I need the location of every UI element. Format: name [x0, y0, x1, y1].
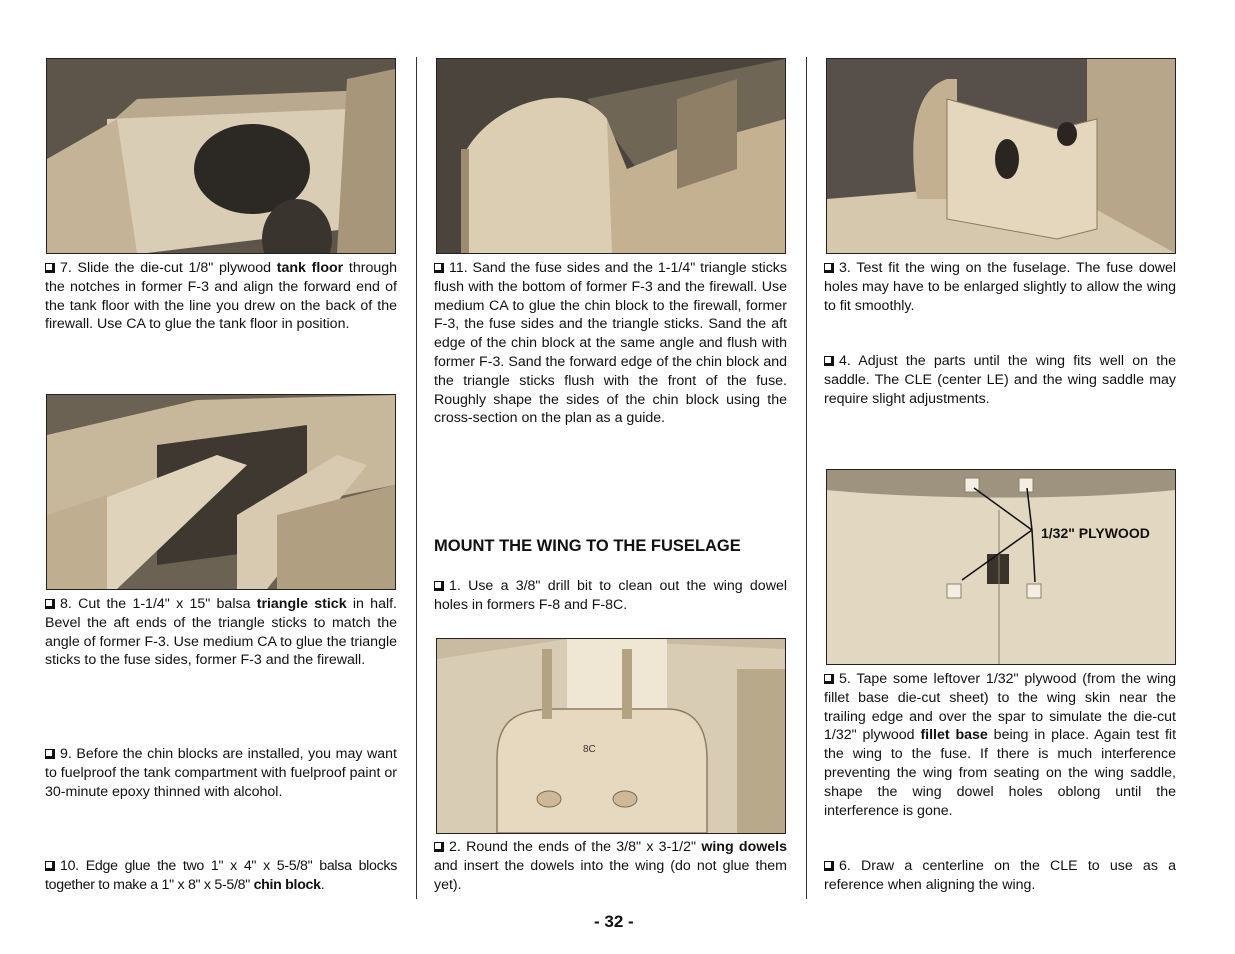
step-5: 5. Tape some leftover 1/32" plywood (from the wing fillet base die-cut sheet) to the wing skin near the trailing edge and over the spar to simulate the die-cut 1/32" plywood fillet base being in place. Again test fit the wing to the fuse. If there is much interference preventing the wing from seating on the wing saddle, shape the wing dowel holes oblong until the interference is gone.: [824, 671, 1177, 819]
checkbox-icon[interactable]: [45, 749, 55, 759]
former-label: 8C: [583, 744, 596, 755]
column-divider-left: [416, 57, 417, 899]
checkbox-icon[interactable]: [45, 263, 55, 273]
photo-chin-block: [436, 58, 786, 254]
checkbox-icon[interactable]: [824, 861, 834, 871]
step-3: 3. Test fit the wing on the fuselage. The fuse dowel holes may have to be enlarged slightly to allow the wing to fit smoothly.: [824, 260, 1176, 314]
column-divider-right: [806, 57, 807, 899]
section-heading: MOUNT THE WING TO THE FUSELAGE: [434, 537, 741, 555]
checkbox-icon[interactable]: [45, 599, 55, 609]
checkbox-icon[interactable]: [434, 581, 444, 591]
step-7: 7. Slide the die-cut 1/8" plywood tank floor through the notches in former F-3 and align the forward end of the tank floor with the line you drew on the back of the firewall. Use CA to glue the tank floor in position.: [45, 260, 397, 333]
photo-tank-floor: [46, 58, 396, 254]
step-6: 6. Draw a centerline on the CLE to use as a reference when aligning the wing.: [824, 858, 1176, 893]
photo-wing-dowels: [436, 638, 786, 834]
photo-wing-fit: [826, 58, 1176, 254]
step-11: 11. Sand the fuse sides and the 1-1/4" triangle sticks flush with the bottom of former F-3 and the firewall. Use medium CA to glue the chin block to the firewall, former F-3, the fuse sides and the triangle sticks. Sand the aft edge of the chin block at the same angle and flush with former F-3. Sand the forward edge of the chin block and the triangle sticks flush with the front of the fuse. Roughly shape the sides of the chin block using the cross-section on the plan as a guide.: [434, 260, 787, 427]
checkbox-icon[interactable]: [45, 861, 55, 871]
checkbox-icon[interactable]: [824, 356, 834, 366]
checkbox-icon[interactable]: [434, 263, 444, 273]
checkbox-icon[interactable]: [824, 674, 834, 684]
checkbox-icon[interactable]: [434, 842, 444, 852]
step-10: 10. Edge glue the two 1" x 4" x 5-5/8" balsa blocks together to make a 1" x 8" x 5-5/8" chin block.: [45, 858, 397, 893]
step-2: 2. Round the ends of the 3/8" x 3-1/2" wing dowels and insert the dowels into the wing (do not glue them yet).: [434, 839, 787, 893]
plywood-callout: 1/32" PLYWOOD: [1041, 525, 1150, 541]
step-9: 9. Before the chin blocks are installed, you may want to fuelproof the tank compartment with fuelproof paint or 30-minute epoxy thinned with alcohol.: [45, 746, 397, 800]
page-number: - 32 -: [594, 912, 634, 931]
step-1: 1. Use a 3/8" drill bit to clean out the wing dowel holes in formers F-8 and F-8C.: [434, 578, 787, 613]
checkbox-icon[interactable]: [824, 263, 834, 273]
photo-plywood-fillet: [826, 469, 1176, 665]
photo-triangle-sticks: [46, 394, 396, 590]
step-4: 4. Adjust the parts until the wing fits well on the saddle. The CLE (center LE) and the wing saddle may require slight adjustments.: [824, 353, 1176, 407]
step-8: 8. Cut the 1-1/4" x 15" balsa triangle stick in half. Bevel the aft ends of the triangle sticks to match the angle of former F-3. Use medium CA to glue the triangle sticks to the fuse sides, former F-3 and the firewall.: [45, 596, 397, 669]
